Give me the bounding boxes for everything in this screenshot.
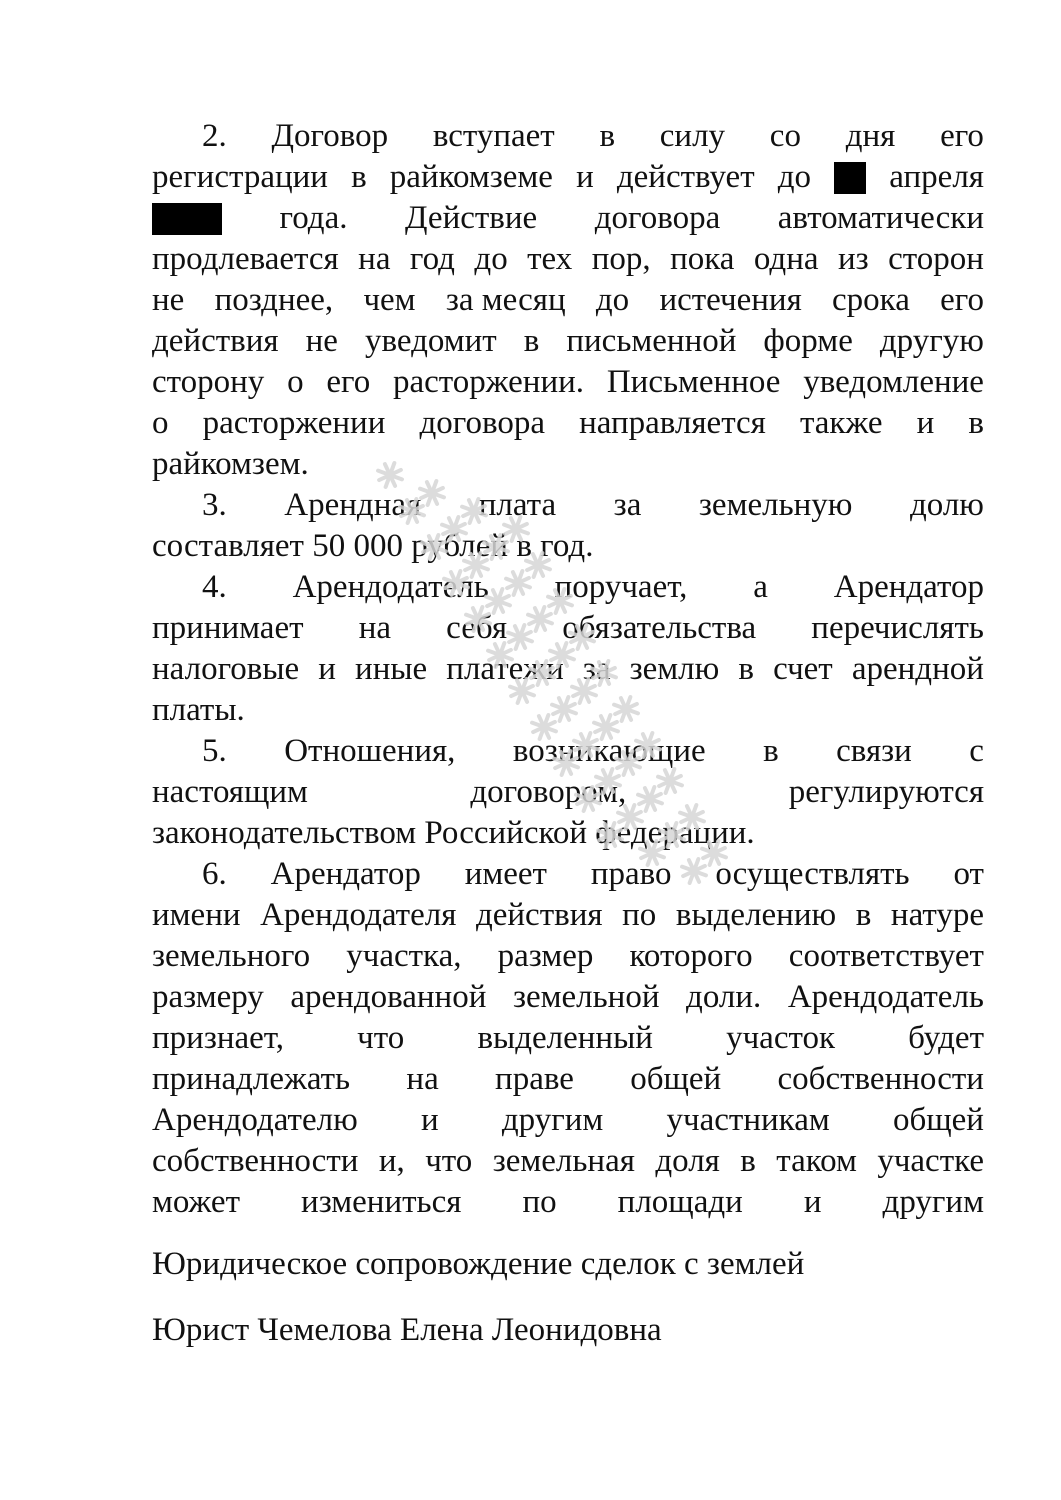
word: 2.	[202, 118, 227, 154]
word: Арендодатель	[292, 569, 489, 605]
word: его	[326, 364, 371, 400]
word: и	[916, 405, 935, 441]
word: плата	[478, 487, 557, 523]
text-line	[152, 608, 984, 649]
word: также	[799, 405, 883, 441]
word: имени	[152, 897, 241, 933]
word: себя	[446, 610, 508, 646]
text-line	[152, 895, 984, 936]
word: на	[406, 1061, 439, 1097]
word: счет	[773, 651, 833, 687]
word: перечислять	[811, 610, 984, 646]
text-line	[152, 444, 984, 485]
word: имеет	[464, 856, 547, 892]
word: силу	[659, 118, 726, 154]
text-line	[152, 854, 984, 895]
word: Договор	[271, 118, 389, 154]
text-line	[152, 567, 984, 608]
word: пока	[670, 241, 735, 277]
word: принадлежать	[152, 1061, 351, 1097]
word: действует	[616, 159, 755, 195]
word: и	[576, 159, 594, 195]
word: в	[351, 159, 367, 195]
word: письменной	[566, 323, 737, 359]
word: осуществлять	[715, 856, 910, 892]
word: расторжении	[202, 405, 386, 441]
word: договора	[594, 200, 721, 236]
word: измениться	[301, 1184, 462, 1220]
word: другую	[879, 323, 984, 359]
footer-service-text: Юридическое сопровождение сделок с землей	[152, 1246, 805, 1282]
word: в	[855, 897, 872, 933]
word: Арендатор	[833, 569, 984, 605]
word: возникающие	[512, 733, 706, 769]
word: не	[152, 282, 185, 318]
word: Арендатор	[270, 856, 421, 892]
word: будет	[908, 1020, 984, 1056]
word: выделенный	[477, 1020, 653, 1056]
word: регистрации	[152, 159, 328, 195]
word: вступает	[432, 118, 555, 154]
line-text: составляет 50 000 рублей в год.	[152, 528, 594, 564]
text-line	[152, 772, 984, 813]
word: земельная	[492, 1143, 635, 1179]
text-line	[152, 362, 984, 403]
text-line	[152, 813, 984, 854]
word: что	[425, 1143, 473, 1179]
word: о	[287, 364, 304, 400]
footer-lawyer-text: Юрист Чемелова Елена Леонидовна	[152, 1312, 662, 1348]
word: участникам	[666, 1102, 830, 1138]
text-line	[152, 280, 984, 321]
word: другим	[882, 1184, 984, 1220]
word: по	[622, 897, 657, 933]
word: землю	[629, 651, 720, 687]
word: за	[582, 651, 611, 687]
word: право	[590, 856, 672, 892]
word: выделению	[675, 897, 837, 933]
text-line	[152, 731, 984, 772]
word: Арендодателю	[152, 1102, 358, 1138]
word: одна	[753, 241, 819, 277]
word: не	[305, 323, 338, 359]
word: арендной	[851, 651, 984, 687]
word: что	[357, 1020, 405, 1056]
word: долю	[909, 487, 984, 523]
word: за месяц	[445, 282, 566, 318]
word: и,	[378, 1143, 405, 1179]
word: в	[763, 733, 779, 769]
word: принимает	[152, 610, 304, 646]
word: площади	[617, 1184, 743, 1220]
word: действия	[152, 323, 279, 359]
word: доли.	[686, 979, 762, 1015]
word: от	[953, 856, 984, 892]
word: общей	[630, 1061, 722, 1097]
text-line	[152, 936, 984, 977]
word: настоящим	[152, 774, 308, 810]
word: форме	[763, 323, 853, 359]
word: дня	[845, 118, 896, 154]
word: и	[803, 1184, 822, 1220]
text-line	[152, 526, 984, 567]
word: размеру	[152, 979, 264, 1015]
word: Арендодателя	[260, 897, 457, 933]
word: пор,	[591, 241, 651, 277]
text-line	[152, 1141, 984, 1182]
text-line	[152, 321, 984, 362]
word: расторжении.	[393, 364, 585, 400]
word: праве	[495, 1061, 574, 1097]
word: тех	[527, 241, 573, 277]
word: до	[777, 159, 812, 195]
text-line	[152, 1100, 984, 1141]
word: участке	[877, 1143, 984, 1179]
text-line	[152, 157, 984, 198]
word: по	[522, 1184, 557, 1220]
word: поручает,	[554, 569, 688, 605]
word: сторон	[888, 241, 984, 277]
word: 4.	[202, 569, 227, 605]
word: земельной	[512, 979, 660, 1015]
word: иные	[355, 651, 428, 687]
word: на	[358, 241, 391, 277]
word: в	[968, 405, 984, 441]
word: чем	[363, 282, 416, 318]
word: арендованной	[290, 979, 487, 1015]
word: на	[358, 610, 391, 646]
text-line	[152, 977, 984, 1018]
word: направляется	[579, 405, 766, 441]
word: договором,	[470, 774, 627, 810]
footer-line	[152, 1244, 984, 1285]
word: налоговые	[152, 651, 300, 687]
text-line	[152, 403, 984, 444]
text-line	[152, 1059, 984, 1100]
word: действия	[475, 897, 603, 933]
word: Действие	[405, 200, 538, 236]
word: собственности	[152, 1143, 359, 1179]
text-line	[152, 1018, 984, 1059]
word: года.	[279, 200, 348, 236]
word: общей	[892, 1102, 984, 1138]
word: до	[474, 241, 508, 277]
word: в	[740, 1143, 756, 1179]
word: 5.	[202, 733, 227, 769]
word: истечения	[659, 282, 802, 318]
word: 3.	[202, 487, 227, 523]
word: доля	[655, 1143, 720, 1179]
word: апреля	[889, 159, 984, 195]
word: продлевается	[152, 241, 339, 277]
word: а	[753, 569, 768, 605]
footer-line	[152, 1310, 984, 1351]
word: размер	[497, 938, 594, 974]
line-text: законодательством Российской федерации.	[152, 815, 755, 851]
text-line	[152, 116, 984, 157]
word: его	[940, 282, 984, 318]
word: за	[613, 487, 642, 523]
word: Арендодатель	[787, 979, 984, 1015]
word: таком	[776, 1143, 857, 1179]
text-line	[152, 198, 984, 239]
text-line	[152, 1182, 984, 1223]
word: другим	[501, 1102, 604, 1138]
word: сторону	[152, 364, 265, 400]
word: регулируются	[788, 774, 984, 810]
text-line	[152, 649, 984, 690]
word: уведомит	[364, 323, 497, 359]
line-text: платы.	[152, 692, 245, 728]
text-line	[152, 485, 984, 526]
word: участка,	[346, 938, 462, 974]
line-text: райкомзем.	[152, 446, 309, 482]
word: и	[420, 1102, 439, 1138]
word: Арендная	[284, 487, 422, 523]
word: собственности	[777, 1061, 984, 1097]
word: участок	[726, 1020, 835, 1056]
word: земельную	[698, 487, 853, 523]
word: о	[152, 405, 169, 441]
word: в	[523, 323, 540, 359]
word: позднее,	[214, 282, 334, 318]
word: платежи	[446, 651, 564, 687]
word: уведомление	[803, 364, 984, 400]
word: в	[599, 118, 616, 154]
word: договора	[419, 405, 545, 441]
word: Письменное	[606, 364, 781, 400]
word: райкомземе	[389, 159, 553, 195]
word: его	[940, 118, 984, 154]
word: срока	[832, 282, 910, 318]
word: автоматически	[777, 200, 984, 236]
word: которого	[629, 938, 753, 974]
word: натуре	[890, 897, 984, 933]
word: Отношения,	[284, 733, 456, 769]
word: до	[595, 282, 630, 318]
word: признает,	[152, 1020, 284, 1056]
text-line	[152, 239, 984, 280]
word: связи	[836, 733, 912, 769]
word: может	[152, 1184, 240, 1220]
word: и	[318, 651, 336, 687]
word: земельного	[152, 938, 311, 974]
word: с	[969, 733, 984, 769]
word: обязательства	[562, 610, 757, 646]
word: в	[738, 651, 754, 687]
redaction-block	[152, 203, 222, 235]
text-line	[152, 690, 984, 731]
word: 6.	[202, 856, 227, 892]
word: со	[769, 118, 801, 154]
word: из	[837, 241, 869, 277]
word: соответствует	[788, 938, 984, 974]
redaction-block	[834, 162, 866, 194]
word: год	[409, 241, 455, 277]
